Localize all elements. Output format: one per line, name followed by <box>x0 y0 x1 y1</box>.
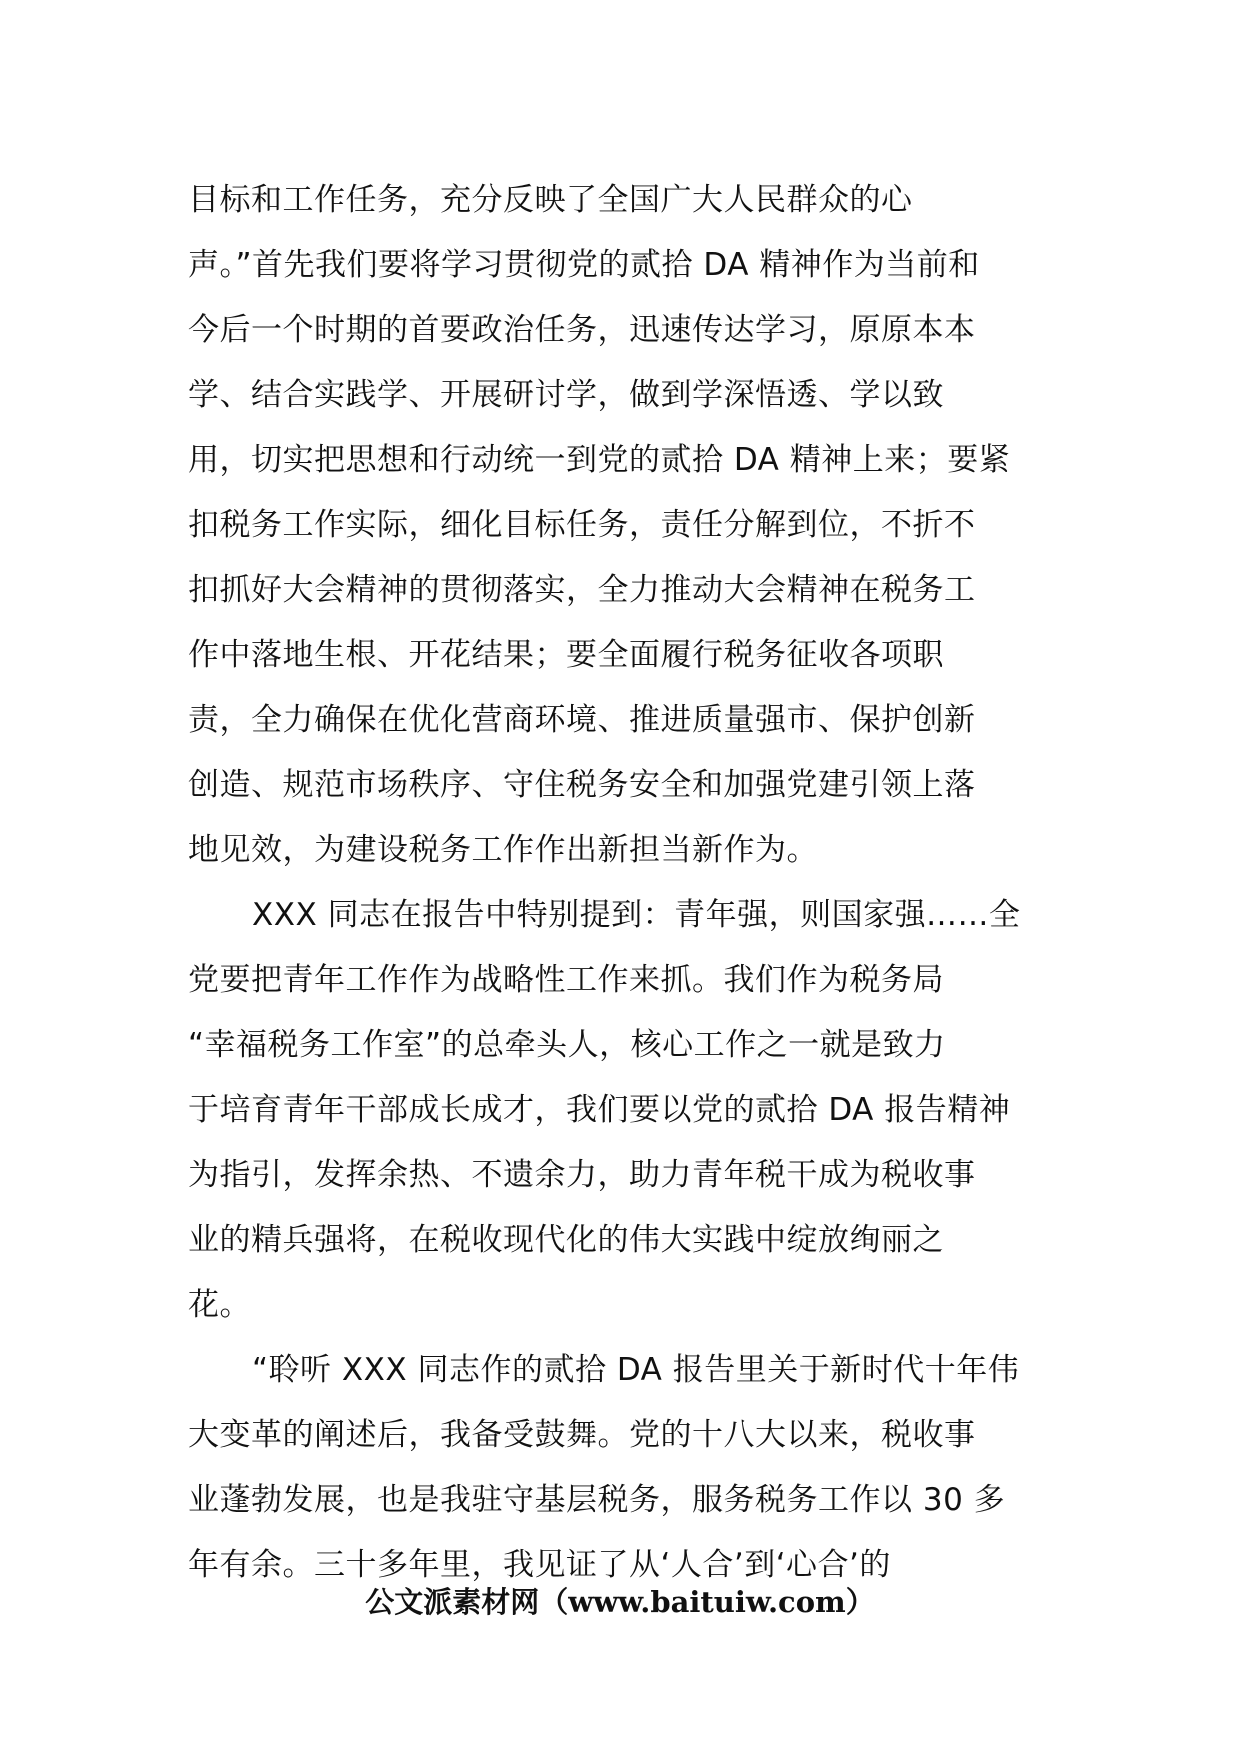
text-line: 声。”首先我们要将学习贯彻党的贰拾 DA 精神作为当前和 <box>188 247 980 283</box>
paragraph-2 <box>188 883 1060 1338</box>
text-line: 年有余。三十多年里，我见证了从‘人合’到‘心合’的 <box>188 1547 891 1583</box>
text-line: 大变革的阐述后，我备受鼓舞。党的十八大以来，税收事 <box>188 1417 976 1453</box>
text-line: 业蓬勃发展，也是我驻守基层税务，服务税务工作以 30 多 <box>188 1482 1006 1518</box>
text-line: 作中落地生根、开花结果；要全面履行税务征收各项职 <box>188 637 944 673</box>
document-body <box>188 168 1060 1598</box>
text-line: 地见效，为建设税务工作作出新担当新作为。 <box>188 832 818 868</box>
text-line: 花。 <box>188 1287 251 1323</box>
text-line: 创造、规范市场秩序、守住税务安全和加强党建引领上落 <box>188 767 976 803</box>
text-line: 目标和工作任务，充分反映了全国广大人民群众的心 <box>188 182 913 218</box>
text-line: 业的精兵强将，在税收现代化的伟大实践中绽放绚丽之 <box>188 1222 944 1258</box>
text-line: 今后一个时期的首要政治任务，迅速传达学习，原原本本 <box>188 312 976 348</box>
text-line: “聆听 XXX 同志作的贰拾 DA 报告里关于新时代十年伟 <box>252 1352 1020 1388</box>
text-line: XXX 同志在报告中特别提到：青年强，则国家强……全 <box>252 897 1021 933</box>
paragraph-3 <box>188 1338 1060 1598</box>
text-line: 党要把青年工作作为战略性工作来抓。我们作为税务局 <box>188 962 944 998</box>
footer-watermark-text: 公文派素材网（www.baituiw.com） <box>365 1585 875 1619</box>
text-line: “幸福税务工作室”的总牵头人，核心工作之一就是致力 <box>188 1027 946 1063</box>
text-line: 学、结合实践学、开展研讨学，做到学深悟透、学以致 <box>188 377 944 413</box>
text-line: 于培育青年干部成长成才，我们要以党的贰拾 DA 报告精神 <box>188 1092 1011 1128</box>
paragraph-1 <box>188 168 1060 883</box>
text-line: 责，全力确保在优化营商环境、推进质量强市、保护创新 <box>188 702 976 738</box>
text-line: 扣税务工作实际，细化目标任务，责任分解到位，不折不 <box>188 507 976 543</box>
text-line: 为指引，发挥余热、不遗余力，助力青年税干成为税收事 <box>188 1157 976 1193</box>
text-line: 用，切实把思想和行动统一到党的贰拾 DA 精神上来；要紧 <box>188 442 1011 478</box>
text-line: 扣抓好大会精神的贯彻落实，全力推动大会精神在税务工 <box>188 572 976 608</box>
